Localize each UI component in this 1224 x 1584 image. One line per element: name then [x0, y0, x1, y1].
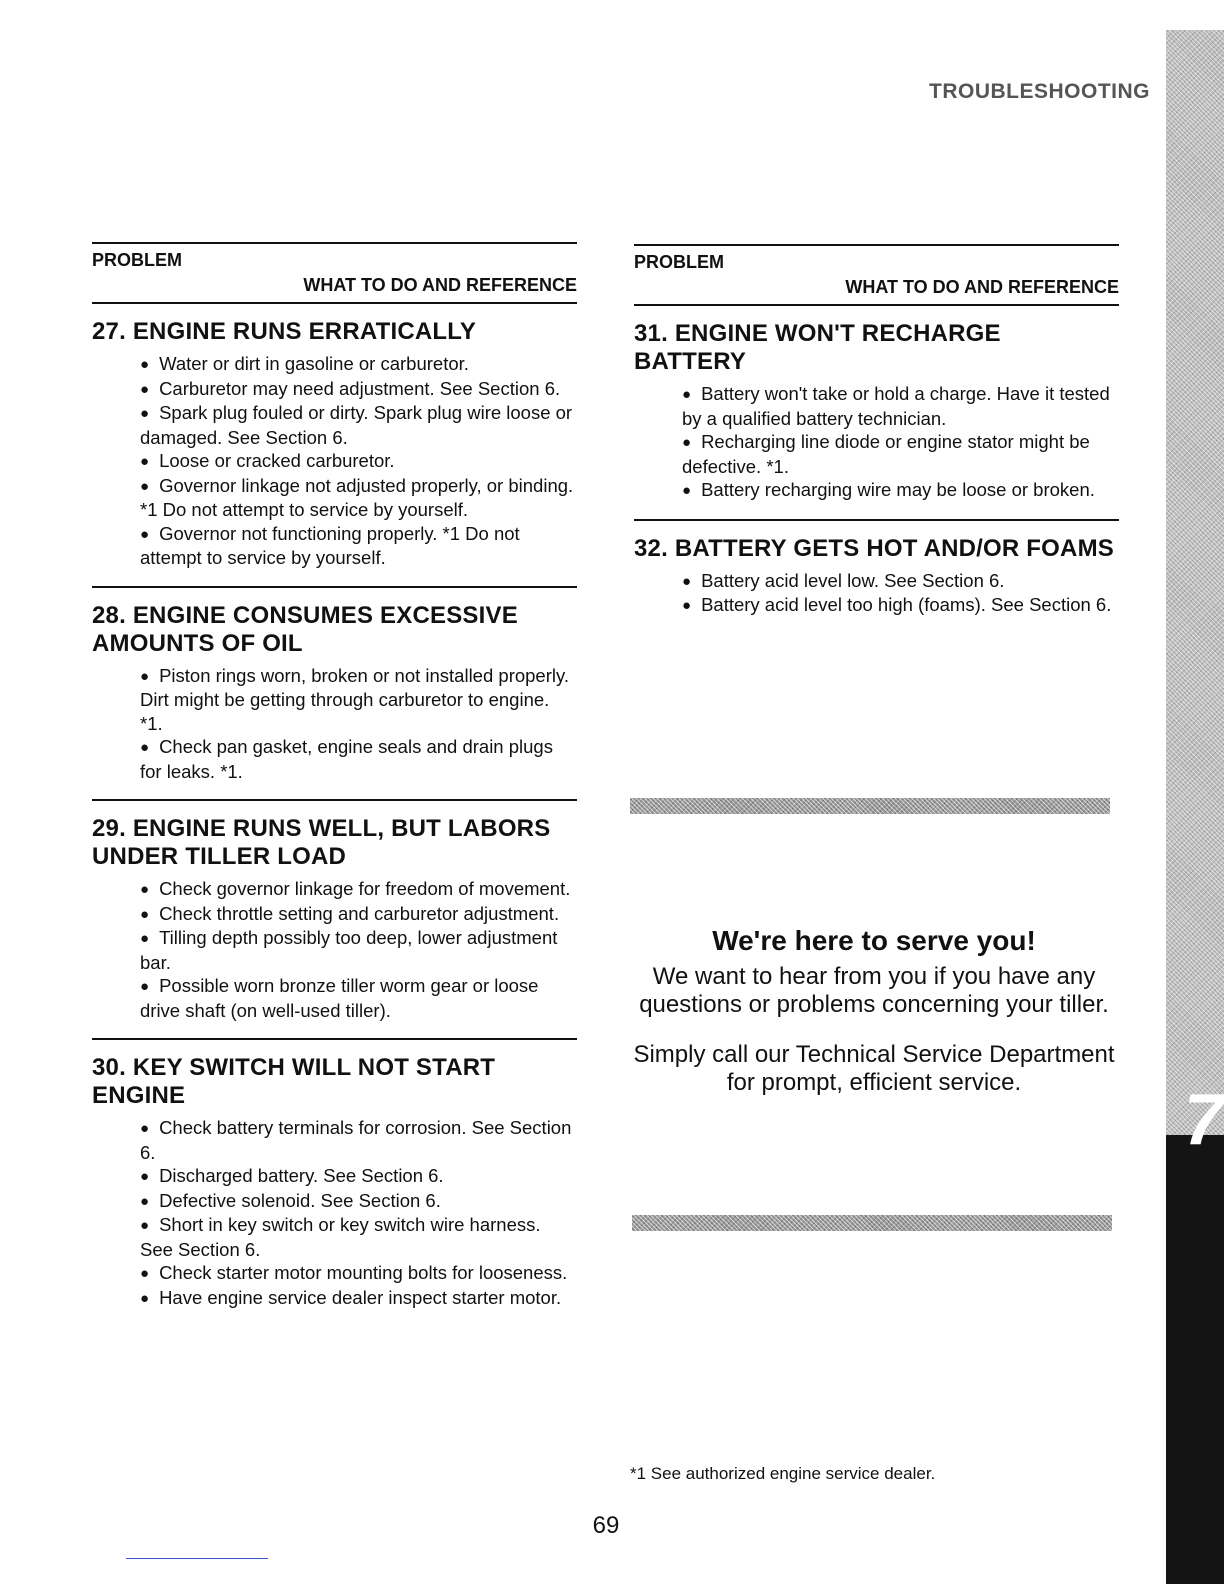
decorative-band-top [630, 798, 1110, 814]
service-title: We're here to serve you! [712, 925, 1036, 956]
problem-title: 30. KEY SWITCH WILL NOT START ENGINE [92, 1054, 496, 1109]
list-item: ● Battery acid level low. See Section 6. [682, 569, 1119, 594]
problem-30 [92, 1038, 577, 1326]
list-item: ● Have engine service dealer inspect starter motor. [140, 1286, 577, 1311]
problem-title: 31. ENGINE WON'T RECHARGE BATTERY [634, 320, 1001, 375]
left-column [92, 242, 577, 1326]
service-text: Simply call our Technical Service Department for prompt, efficient service. [633, 1041, 1115, 1096]
list-item: ● Check governor linkage for freedom of movement. [140, 877, 577, 902]
list-item: ● Piston rings worn, broken or not installed properly. Dirt might be getting through carburetor to engine. *1. [140, 664, 577, 736]
problem-title: 27. ENGINE RUNS ERRATICALLY [92, 318, 477, 345]
problem-32 [634, 521, 1119, 634]
list-item: ● Governor not functioning properly. *1 Do not attempt to service by yourself. [140, 522, 577, 570]
list-item: ● Defective solenoid. See Section 6. [140, 1189, 577, 1214]
footnote: *1 See authorized engine service dealer. [630, 1464, 936, 1483]
list-item: ● Check starter motor mounting bolts for looseness. [140, 1261, 577, 1286]
problem-27 [92, 304, 577, 586]
running-head: TROUBLESHOOTING [929, 80, 1150, 103]
problem-heading: PROBLEM [92, 250, 182, 270]
section-tab-dark [1166, 1135, 1224, 1584]
list-item: ● Short in key switch or key switch wire harness. See Section 6. [140, 1213, 577, 1261]
decorative-band-bottom [632, 1215, 1112, 1231]
service-box [624, 925, 1124, 1119]
problem-29 [92, 799, 577, 1038]
list-item: ● Check battery terminals for corrosion. See Section 6. [140, 1116, 577, 1164]
list-item: ● Check throttle setting and carburetor adjustment. [140, 902, 577, 927]
list-item: ● Battery won't take or hold a charge. Have it tested by a qualified battery technician. [682, 382, 1119, 430]
section-tab-strip [1166, 30, 1224, 1135]
list-item: ● Loose or cracked carburetor. [140, 449, 577, 474]
right-table-header [634, 244, 1119, 306]
list-item: ● Tilling depth possibly too deep, lower adjustment bar. [140, 926, 577, 974]
left-table-header [92, 242, 577, 304]
list-item: ● Recharging line diode or engine stator might be defective. *1. [682, 430, 1119, 478]
list-item: ● Check pan gasket, engine seals and drain plugs for leaks. *1. [140, 735, 577, 783]
list-item: ● Carburetor may need adjustment. See Section 6. [140, 377, 577, 402]
problem-28 [92, 586, 577, 800]
list-item: ● Battery recharging wire may be loose or broken. [682, 478, 1119, 503]
section-tab-number: 7 [1183, 1080, 1224, 1160]
what-to-do-heading: WHAT TO DO AND REFERENCE [303, 275, 577, 295]
list-item: ● Spark plug fouled or dirty. Spark plug wire loose or damaged. See Section 6. [140, 401, 577, 449]
problem-title: 29. ENGINE RUNS WELL, BUT LABORS UNDER TILLER LOAD [92, 815, 551, 870]
list-item: ● Battery acid level too high (foams). See Section 6. [682, 593, 1119, 618]
list-item: ● Governor linkage not adjusted properly, or binding. *1 Do not attempt to service by yourself. [140, 474, 577, 522]
problem-title: 32. BATTERY GETS HOT AND/OR FOAMS [634, 534, 1114, 562]
what-to-do-heading: WHAT TO DO AND REFERENCE [845, 277, 1119, 297]
right-column [634, 244, 1119, 634]
scan-artifact-line [126, 1558, 268, 1559]
list-item: ● Discharged battery. See Section 6. [140, 1164, 577, 1189]
problem-title: 28. ENGINE CONSUMES EXCESSIVE AMOUNTS OF OIL [92, 601, 518, 657]
service-text: We want to hear from you if you have any questions or problems concerning your tiller. [639, 963, 1109, 1018]
list-item: ● Possible worn bronze tiller worm gear or loose drive shaft (on well-used tiller). [140, 974, 577, 1022]
problem-31 [634, 306, 1119, 521]
problem-heading: PROBLEM [634, 252, 724, 272]
page-number: 69 [592, 1512, 620, 1539]
list-item: ● Water or dirt in gasoline or carburetor. [140, 352, 577, 377]
